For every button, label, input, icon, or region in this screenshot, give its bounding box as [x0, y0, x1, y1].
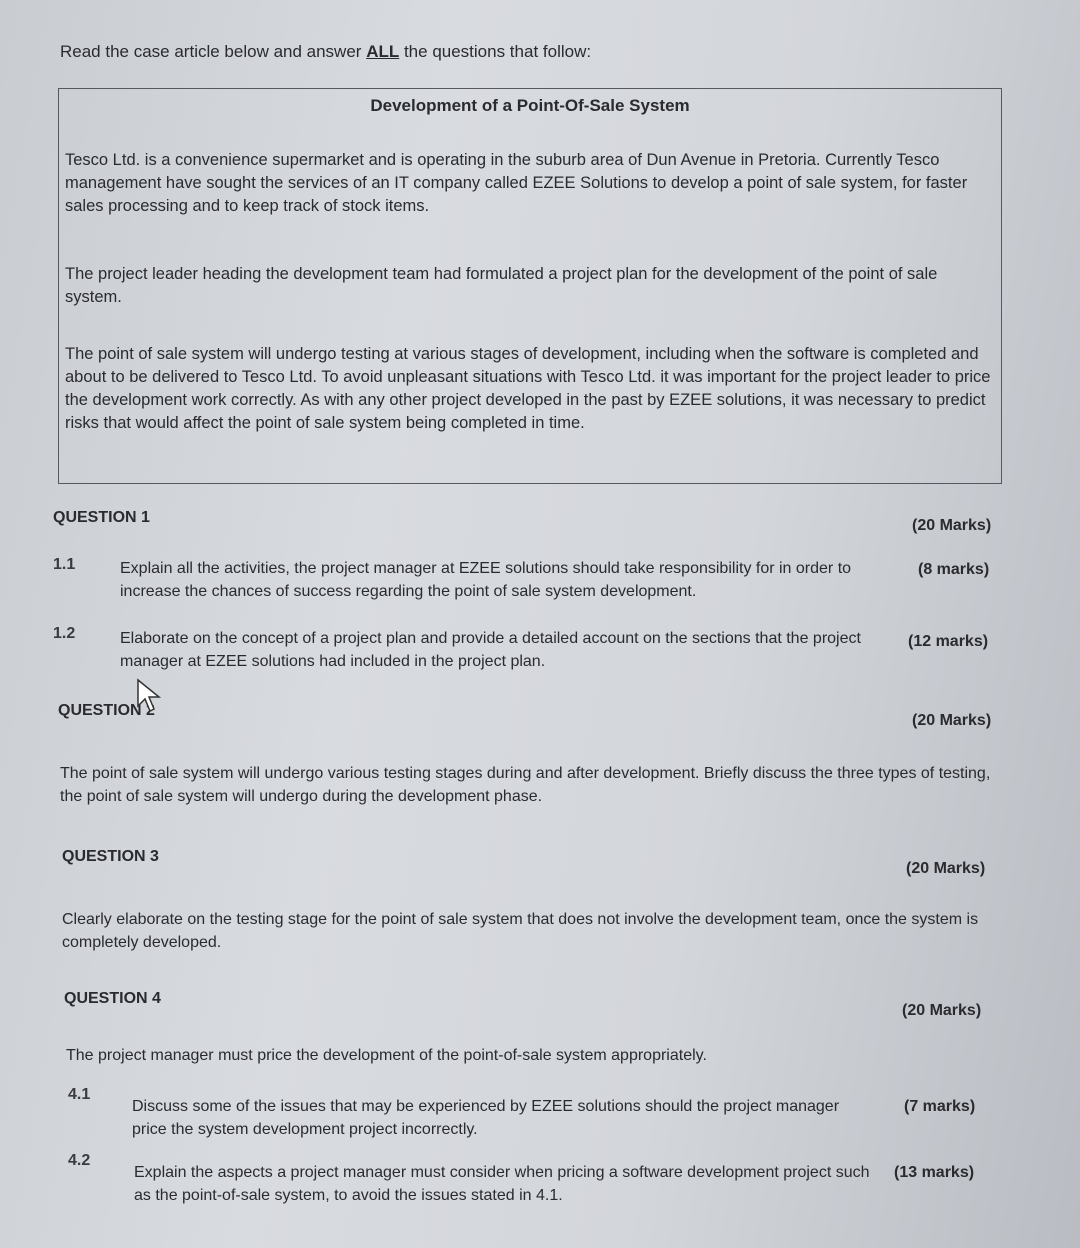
- instructions-text-end: the questions that follow:: [399, 42, 592, 61]
- question-2-heading: QUESTION 2: [58, 702, 155, 719]
- question-4-heading: QUESTION 4: [64, 990, 161, 1007]
- instructions-text: Read the case article below and answer: [60, 42, 367, 61]
- question-1-2-number: 1.2: [53, 625, 76, 642]
- question-3-heading: QUESTION 3: [62, 848, 159, 865]
- question-1-1-number: 1.1: [53, 556, 76, 573]
- question-4-2-number: 4.2: [68, 1152, 91, 1169]
- question-1-1-marks: (8 marks): [918, 561, 990, 578]
- question-3-marks: (20 Marks): [906, 860, 986, 877]
- question-4-marks: (20 Marks): [902, 1002, 982, 1019]
- mouse-pointer-icon: [136, 678, 166, 714]
- case-paragraph-2: The project leader heading the development team had formulated a project plan for the development of the point of sale system.: [65, 265, 938, 306]
- instructions-emphasis: ALL: [366, 42, 400, 61]
- question-3-text: Clearly elaborate on the testing stage for the point of sale system that does not involve the development team, once the system is completely developed.: [62, 911, 979, 951]
- question-1-heading: QUESTION 1: [53, 509, 150, 526]
- question-4-2-text: Explain the aspects a project manager must consider when pricing a software development project such as the point-of-sale system, to avoid the issues stated in 4.1.: [134, 1164, 870, 1204]
- question-1-marks: (20 Marks): [912, 517, 992, 534]
- case-paragraph-1: Tesco Ltd. is a convenience supermarket and is operating in the suburb area of Dun Avenue in Pretoria. Currently Tesco management have sought the services of an IT company called EZEE Solutions to develop a point of sale system, for faster sales processing and to keep track of stock items.: [65, 151, 968, 215]
- question-4-text: The project manager must price the development of the point-of-sale system appropriately.: [66, 1047, 707, 1064]
- question-2-marks: (20 Marks): [912, 712, 992, 729]
- case-title: Development of a Point-Of-Sale System: [370, 96, 690, 115]
- question-4-1-text: Discuss some of the issues that may be experienced by EZEE solutions should the project manager price the system development project incorrectly.: [132, 1098, 840, 1138]
- question-1-2-text: Elaborate on the concept of a project plan and provide a detailed account on the sections that the project manager at EZEE solutions had included in the project plan.: [120, 630, 861, 670]
- question-1-2-marks: (12 marks): [908, 633, 989, 650]
- question-1-1-text: Explain all the activities, the project manager at EZEE solutions should take responsibility for in order to increase the chances of success regarding the point of sale system development.: [120, 560, 852, 600]
- case-paragraph-3: The point of sale system will undergo testing at various stages of development, including when the software is completed and about to be delivered to Tesco Ltd. To avoid unpleasant situations with Tesco Ltd. it was important for the project leader to price the development work correctly. As with any other project developed in the past by EZEE solutions, it was necessary to predict risks that would affect the point of sale system being completed in time.: [65, 345, 991, 432]
- question-2-text: The point of sale system will undergo various testing stages during and after development. Briefly discuss the three types of testing, the point of sale system will undergo during the development phase.: [60, 765, 991, 805]
- case-article-box: [58, 88, 1002, 484]
- instructions: [60, 42, 591, 62]
- question-4-1-number: 4.1: [68, 1086, 91, 1103]
- question-4-1-marks: (7 marks): [904, 1098, 976, 1115]
- question-4-2-marks: (13 marks): [894, 1164, 975, 1181]
